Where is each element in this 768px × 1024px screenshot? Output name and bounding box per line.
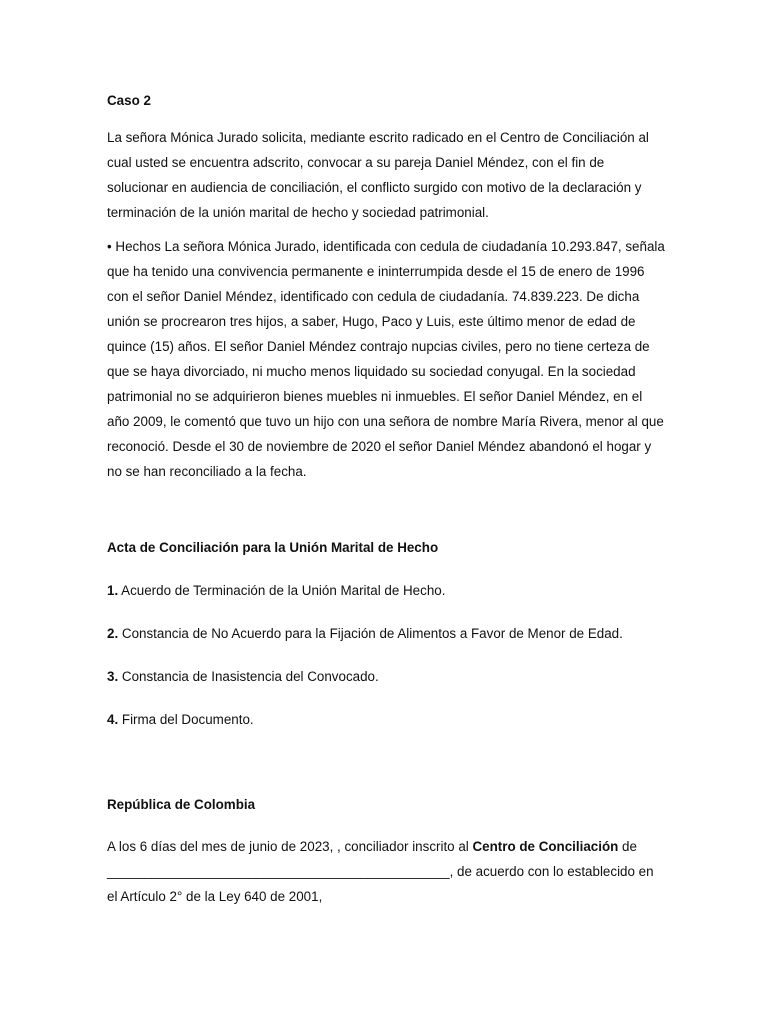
acta-item-text: Constancia de Inasistencia del Convocado.	[118, 669, 379, 684]
acta-item-text: Firma del Documento.	[118, 712, 254, 727]
case-intro-paragraph: La señora Mónica Jurado solicita, mediante escrito radicado en el Centro de Conciliación al cual usted se encuentra adscrito, convocar a su pareja Daniel Méndez, con el fin de solucionar en audiencia de conciliación, el conflicto surgido con motivo de la declaración y terminación de la unión marital de hecho y sociedad patrimonial.	[107, 130, 649, 220]
acta-item-3	[107, 667, 667, 686]
document-body	[107, 91, 667, 909]
acta-item-number: 1.	[107, 583, 119, 598]
acta-item-1	[107, 581, 667, 600]
case-title: Caso 2	[107, 93, 151, 108]
case-facts-paragraph: • Hechos La señora Mónica Jurado, identificada con cedula de ciudadanía 10.293.847, señala que ha tenido una convivencia permanente e ininterrumpida desde el 15 de enero de 1996 con el señor Daniel Méndez, identificado con cedula de ciudadanía. 74.839.223. De dicha unión se procrearon tres hijos, a saber, Hugo, Paco y Luis, este último menor de edad de quince (15) años. El señor Daniel Méndez contrajo nupcias civiles, pero no tiene certeza de que se haya divorciado, ni mucho menos liquidado su sociedad conyugal. En la sociedad patrimonial no se adquirieron bienes muebles ni inmuebles. El señor Daniel Méndez, en el año 2009, le comentó que tuvo un hijo con una señora de nombre María Rivera, menor al que reconoció. Desde el 30 de noviembre de 2020 el señor Daniel Méndez abandonó el hogar y no se han reconciliado a la fecha.	[107, 239, 665, 479]
acta-item-number: 2.	[107, 626, 119, 641]
acta-item-4	[107, 710, 667, 729]
republica-title: República de Colombia	[107, 797, 256, 812]
acta-item-number: 4.	[107, 712, 119, 727]
acta-title: Acta de Conciliación para la Unión Marital de Hecho	[107, 540, 439, 555]
acta-item-text: Constancia de No Acuerdo para la Fijación de Alimentos a Favor de Menor de Edad.	[118, 626, 623, 641]
acta-item-text: Acuerdo de Terminación de la Unión Marital de Hecho.	[118, 583, 446, 598]
acta-item-2	[107, 624, 667, 643]
republica-text-before: A los 6 días del mes de junio de 2023, , conciliador inscrito al	[107, 839, 473, 854]
acta-item-number: 3.	[107, 669, 119, 684]
republica-paragraph	[107, 834, 667, 909]
republica-text-after: de ______________________________________________, de acuerdo con lo establecido en el Artículo 2° de la Ley 640 de 2001,	[107, 839, 654, 904]
centro-conciliacion-label: Centro de Conciliación	[472, 839, 619, 854]
